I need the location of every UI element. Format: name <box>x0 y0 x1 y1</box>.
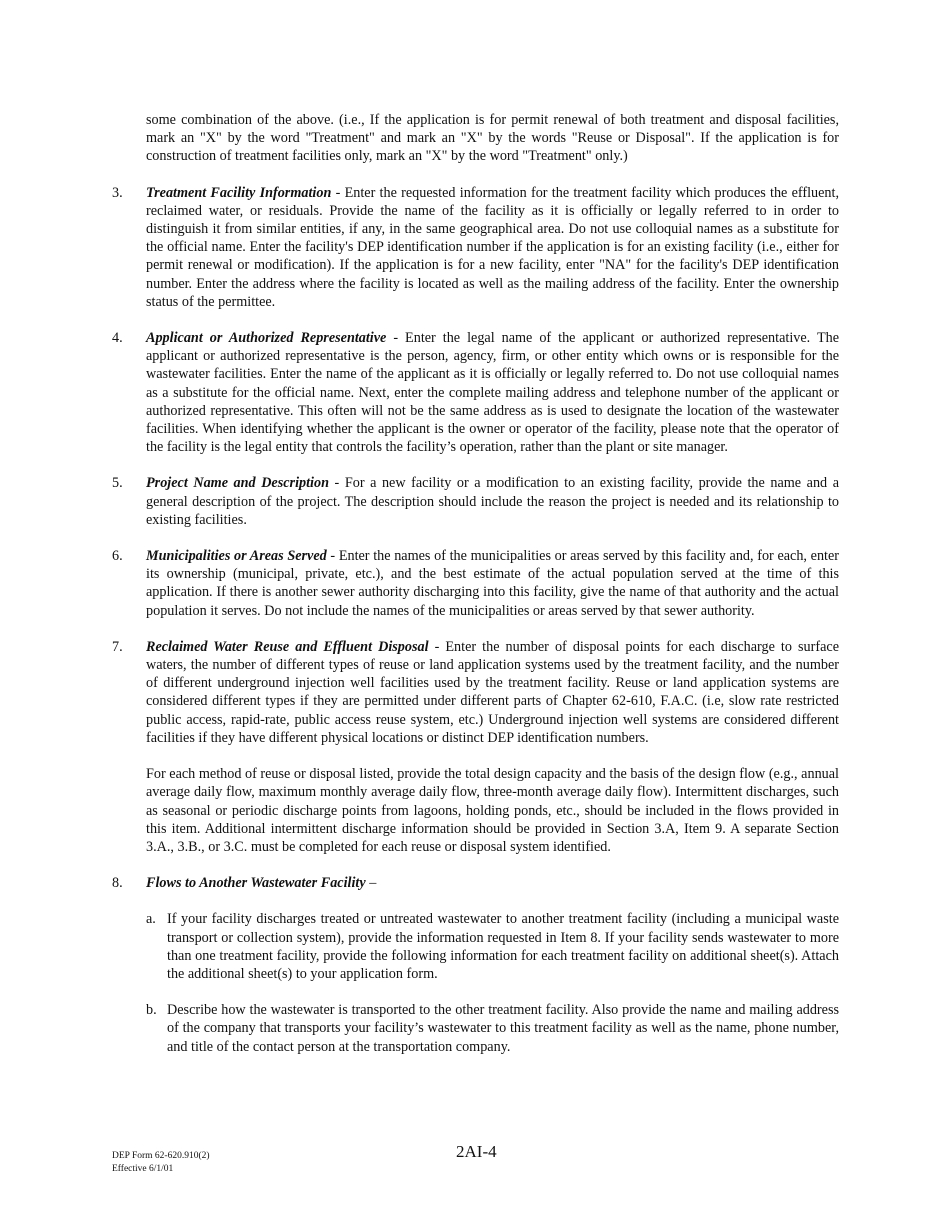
item-heading: Applicant or Authorized Representative <box>146 330 387 347</box>
item-number: 5. <box>112 475 123 492</box>
item-7 <box>112 638 839 856</box>
sub-item-b <box>146 1001 839 1056</box>
item-number: 6. <box>112 548 123 565</box>
item-heading: Reclaimed Water Reuse and Effluent Disposal <box>146 638 429 655</box>
sub-item-text: If your facility discharges treated or untreated wastewater to another treatment facility (including a municipal waste transport or collection system), provide the information requested in Item 8. If your facility sends wastewater to more than one treatment facility, provide the following information for each treatment facility on additional sheet(s). Attach the additional sheet(s) to your application form. <box>167 911 839 982</box>
item-text: - For a new facility or a modification to an existing facility, provide the name and a general description of the project. The description should include the reason the project is needed and its relationship to existing facilities. <box>146 475 839 528</box>
item-paragraph <box>146 638 839 747</box>
item-number: 4. <box>112 330 123 347</box>
item-3 <box>112 184 839 311</box>
item-text: - Enter the names of the municipalities or areas served by this facility and, for each, enter its ownership (municipal, private, etc.), and the best estimate of the actual population served at the time of this application. If there is another sewer authority discharging into this facility, give the name of that authority and the actual population it serves. Do not include the names of the municipalities or areas served by that sewer authority. <box>146 548 839 619</box>
item-paragraph <box>146 547 839 620</box>
page-number: 2AI-4 <box>456 1142 497 1161</box>
sub-item-text: Describe how the wastewater is transported to the other treatment facility. Also provide the name and mailing address of the company that transports your facility’s wastewater to this treatment facility as well as the name, phone number, and title of the contact person at the transportation company. <box>167 1002 839 1055</box>
sub-item-a <box>146 910 839 983</box>
item-text: - Enter the requested information for the treatment facility which produces the effluent, reclaimed water, or residuals. Provide the name of the facility as it is officially or legally referred to in order to distinguish it from similar entities, if any, in the same geographical area. Do not use colloquial names as a substitute for the official name. Enter the facility's DEP identification number if the application is for an existing facility (i.e., either for permit renewal or modification). If the application is for a new facility, enter "NA" for the facility's DEP identification number. Enter the address where the facility is located as well as the mailing address of the facility. Enter the ownership status of the permittee. <box>146 184 840 310</box>
intro-paragraph: some combination of the above. (i.e., If the application is for permit renewal of both treatment and disposal facilities, mark an "X" by the word "Treatment" and mark an "X" by the words "Reuse or Disposal". If the application is for construction of treatment facilities only, mark an "X" by the word "Treatment" only.) <box>146 112 839 165</box>
item-5 <box>112 474 839 529</box>
item-text: - Enter the number of disposal points for each discharge to surface waters, the number of different types of reuse or land application systems used by the treatment facility, and the number of different underground injection well facilities used by the treatment facility. Reuse or land application systems are considered different types if they are permitted under different parts of Chapter 62-610, F.A.C. (i.e, slow rate restricted public access, rapid-rate, public access reuse system, etc.) Underground injection well systems are considered different facilities if they have different physical locations or distinct DEP identification numbers. <box>146 638 839 746</box>
effective-date: Effective 6/1/01 <box>112 1163 174 1174</box>
sub-item-letter: b. <box>146 1002 157 1019</box>
item-paragraph <box>146 474 839 529</box>
item-number: 7. <box>112 638 123 655</box>
item-heading: Project Name and Description <box>146 475 329 492</box>
item-heading: Flows to Another Wastewater Facility <box>146 875 366 892</box>
item-paragraph <box>146 874 839 892</box>
sub-item-letter: a. <box>146 911 156 928</box>
item-number: 8. <box>112 875 123 892</box>
item-6 <box>112 547 839 620</box>
form-number: DEP Form 62-620.910(2) <box>112 1151 210 1161</box>
item-heading: Municipalities or Areas Served <box>146 548 327 565</box>
item-paragraph <box>146 184 839 311</box>
item-number: 3. <box>112 184 123 201</box>
item-paragraph <box>146 329 839 456</box>
document-body <box>112 111 839 1074</box>
item-text: - Enter the legal name of the applicant or authorized representative. The applicant or authorized representative is the person, agency, firm, or other entity which owns or is responsible for the wastewater facilities. Enter the name of the applicant as it is officially or legally referred to. Do not use colloquial names as a substitute for the official name. Next, enter the complete mailing address and telephone number of the applicant or authorized representative. This often will not be the same address as is used to designate the location of the wastewater facilities. When identifying whether the applicant is the owner or operator of the facility, please note that the operator of the facility is the legal entity that controls the facility’s operation, rather than the plant or site manager. <box>146 330 839 456</box>
item-4 <box>112 329 839 456</box>
footer-form-info <box>112 1150 210 1175</box>
item-text: – <box>365 875 377 892</box>
item-8 <box>112 874 839 1056</box>
item-7-second-paragraph: For each method of reuse or disposal listed, provide the total design capacity and the basis of the design flow (e.g., annual average daily flow, maximum monthly average daily flow, three-month average daily flow). Intermittent discharges, such as seasonal or periodic discharge points from lagoons, holding ponds, etc., should be included in the flows provided in this item. Additional intermittent discharge information should be provided in Section 3.A, Item 9. A separate Section 3.A., 3.B., or 3.C. must be completed for each reuse or disposal system identified. <box>146 766 839 855</box>
item-heading: Treatment Facility Information <box>146 184 332 201</box>
